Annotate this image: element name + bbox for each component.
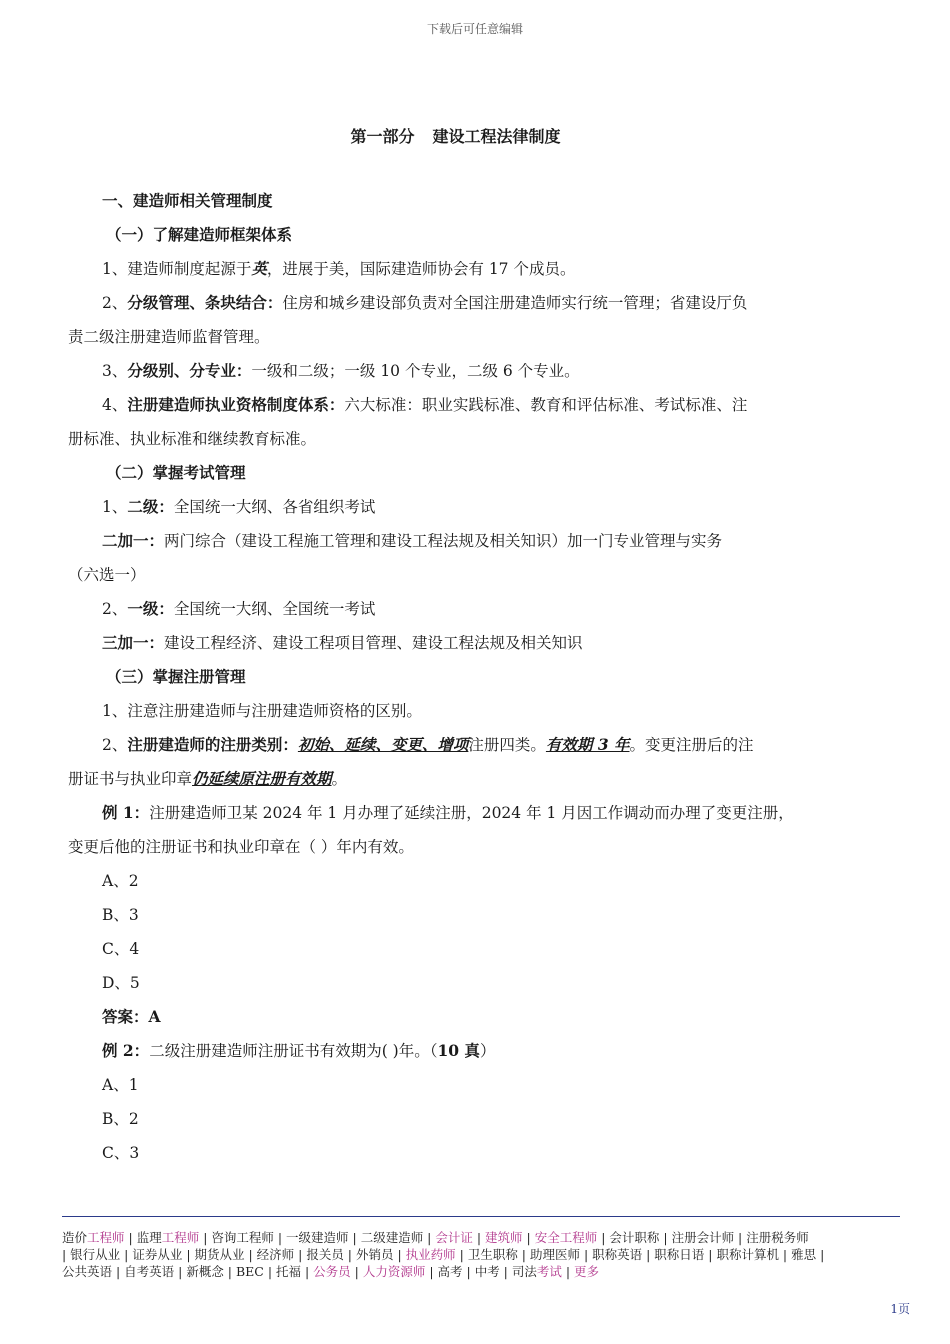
footer-link-text[interactable]: | 高考 | 中考 | 司法	[425, 1264, 537, 1279]
text: 一级和二级；一级 10 个专业，二级 6 个专业。	[251, 362, 580, 380]
emphasis: 二加一：	[102, 531, 165, 550]
footer-line-2	[62, 1246, 900, 1263]
emphasis: 10 真	[437, 1041, 480, 1060]
paragraph-origin	[68, 252, 843, 286]
footer-link-highlight[interactable]: 工程师	[87, 1230, 125, 1245]
footer-link-text[interactable]: | 咨询工程师 | 一级建造师 | 二级建造师 |	[199, 1230, 436, 1245]
example-1-option: C、4	[102, 940, 140, 958]
footer-link-text[interactable]: 公共英语 | 自考英语 | 新概念 | BEC | 托福 |	[62, 1264, 314, 1279]
subsection-heading-2: （二）掌握考试管理	[106, 463, 246, 482]
footer-link-text[interactable]: | 银行从业 | 证券从业 | 期货从业 | 经济师 | 报关员 | 外销员 |	[62, 1247, 406, 1262]
footer-link-text[interactable]: | 会计职称 | 注册会计师 | 注册税务师	[597, 1230, 809, 1245]
emphasis: 有效期 3 年	[545, 735, 630, 754]
paragraph-registration-types-cont	[68, 762, 843, 796]
paragraph-two-plus-one	[68, 524, 843, 558]
text: 4、	[102, 396, 128, 414]
example-2-option: C、3	[102, 1144, 140, 1162]
footer-line-3	[62, 1263, 900, 1280]
example-2-option: A、1	[102, 1076, 139, 1094]
text: 建设工程经济、建设工程项目管理、建设工程法规及相关知识	[164, 634, 583, 652]
text: 全国统一大纲、各省组织考试	[173, 498, 376, 516]
section-heading: 一、建造师相关管理制度	[102, 191, 273, 210]
emphasis: 英	[251, 259, 267, 278]
footer-link-highlight[interactable]: 公务员	[313, 1264, 351, 1279]
text: 2、	[102, 736, 128, 754]
example-1-question	[68, 796, 843, 830]
text: 1、建造师制度起源于	[102, 260, 252, 278]
title-name: 建设工程法律制度	[432, 127, 561, 146]
example-2-option: B、2	[102, 1110, 139, 1128]
paragraph-levels	[68, 354, 843, 388]
text: 两门综合（建设工程施工管理和建设工程法规及相关知识）加一门专业管理与实务	[164, 532, 723, 550]
paragraph-management-cont: 责二级注册建造师监督管理。	[68, 328, 270, 346]
text: 二级注册建造师注册证书有效期为( )年。（	[149, 1042, 438, 1060]
page-number: 1页	[890, 1302, 910, 1316]
footer-link-text[interactable]: | 卫生职称 | 助理医师 | 职称英语 | 职称日语 | 职称计算机 | 雅思 |	[455, 1247, 825, 1262]
paragraph-registration-types	[68, 728, 843, 762]
text: ，进展于美，国际建造师协会有 17 个成员。	[266, 260, 576, 278]
footer-link-highlight[interactable]: 更多	[574, 1264, 600, 1279]
emphasis: 三加一：	[102, 633, 165, 652]
emphasis: 二级：	[127, 497, 174, 516]
watermark-header: 下载后可任意编辑	[426, 22, 523, 36]
title-part: 第一部分	[350, 127, 415, 146]
example-label: 例 2：	[102, 1041, 150, 1060]
footer-links	[62, 1216, 900, 1280]
text: 。	[331, 770, 348, 788]
paragraph-three-plus-one	[68, 626, 843, 660]
example-1-option: D、5	[102, 974, 140, 992]
emphasis: 注册建造师的注册类别：	[127, 735, 298, 754]
emphasis: 仍延续原注册有效期	[192, 769, 332, 788]
text: 1、	[102, 498, 128, 516]
subsection-heading-1: （一）了解建造师框架体系	[106, 225, 293, 244]
text: 册证书与执业印章	[68, 770, 193, 788]
paragraph-system	[68, 388, 843, 422]
example-1-question-cont: 变更后他的注册证书和执业印章在（ ）年内有效。	[68, 838, 414, 856]
paragraph-management	[68, 286, 843, 320]
example-1-option: A、2	[102, 872, 139, 890]
paragraph-two-plus-one-cont: （六选一）	[68, 566, 146, 584]
text: 2、	[102, 600, 128, 618]
footer-link-text[interactable]: |	[522, 1230, 535, 1245]
footer-link-highlight[interactable]: 会计证	[435, 1230, 473, 1245]
emphasis: 初始、延续、变更、增项	[297, 735, 469, 754]
footer-link-text[interactable]: | 监理	[124, 1230, 162, 1245]
footer-link-highlight[interactable]: 建筑师	[485, 1230, 523, 1245]
text: 全国统一大纲、全国统一考试	[173, 600, 376, 618]
footer-link-text[interactable]: |	[350, 1264, 363, 1279]
paragraph-system-cont: 册标准、执业标准和继续教育标准。	[68, 430, 317, 448]
text: 六大标准：职业实践标准、教育和评估标准、考试标准、注	[344, 396, 748, 414]
text: 注册四类。	[468, 736, 546, 754]
text: 住房和城乡建设部负责对全国注册建造师实行统一管理；省建设厅负	[282, 294, 748, 312]
emphasis: 分级别、分专业：	[127, 361, 252, 380]
text: 2、	[102, 294, 128, 312]
paragraph-level2	[68, 490, 843, 524]
example-2-question	[68, 1034, 843, 1068]
text: 注册建造师卫某 2024 年 1 月办理了延续注册，2024 年 1 月因工作调动而办理了变更注册，	[149, 804, 794, 822]
footer-link-highlight[interactable]: 考试	[536, 1264, 562, 1279]
footer-link-highlight[interactable]: 执业药师	[405, 1247, 456, 1262]
emphasis: 分级管理、条块结合：	[127, 293, 283, 312]
example-1-option: B、3	[102, 906, 139, 924]
footer-link-highlight[interactable]: 工程师	[161, 1230, 200, 1245]
footer-link-text[interactable]: |	[561, 1264, 575, 1279]
subsection-heading-3: （三）掌握注册管理	[106, 667, 246, 686]
page-title	[68, 118, 843, 156]
footer-line-1	[62, 1229, 900, 1246]
text: ）	[479, 1042, 496, 1060]
text: 3、	[102, 362, 128, 380]
footer-link-text[interactable]: |	[472, 1230, 486, 1245]
example-1-answer: 答案：A	[102, 1007, 161, 1026]
example-label: 例 1：	[102, 803, 150, 822]
footer-link-text[interactable]: 造价	[62, 1230, 88, 1245]
footer-link-highlight[interactable]: 安全工程师	[534, 1230, 598, 1245]
footer-link-highlight[interactable]: 人力资源师	[362, 1264, 426, 1279]
text: 。变更注册后的注	[629, 736, 754, 754]
document-body	[68, 118, 843, 1170]
paragraph-distinction: 1、注意注册建造师与注册建造师资格的区别。	[102, 702, 422, 720]
emphasis: 注册建造师执业资格制度体系：	[127, 395, 345, 414]
paragraph-level1	[68, 592, 843, 626]
emphasis: 一级：	[127, 599, 174, 618]
